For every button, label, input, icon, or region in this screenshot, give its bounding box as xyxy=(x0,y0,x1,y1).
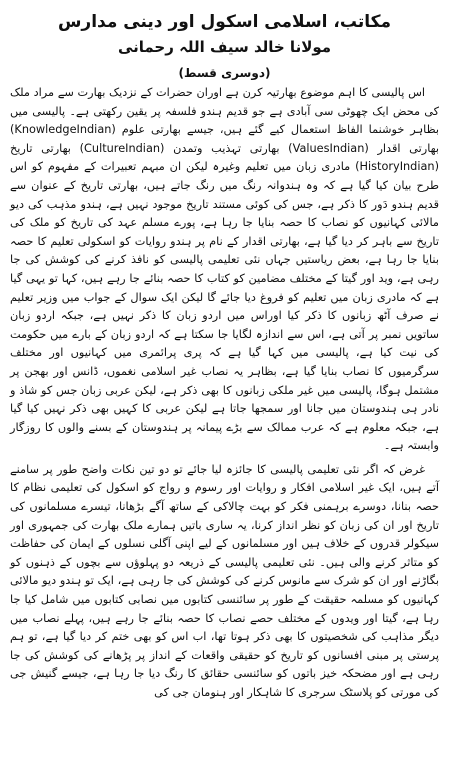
article-paragraph: غرض کہ اگر نئی تعلیمی پالیسی کا جائزہ لیا جائے تو دو تین نکات واضح طور پر سامنے آتے ہیں، ایک غیر اسلامی افکار و روایات اور رسوم و رواج کو اسکول کی تعلیمی نظام کا حصہ بنانا، دوسرے برہمنی فکر کو بہت چالاکی کے ساتھ آگے بڑھانا، تیسرے مسلمانوں کی تاریخ اور ان کی زبان کو نظر انداز کرنا، یہ ساری باتیں ہمارے ملک بھارت کی جمہوری اور سیکولر قدروں کے خلاف ہیں اور مسلمانوں کے لیے اپنی آگلی نسلوں کے ایمان کی حفاظت کو متاثر کرنے والی ہیں۔ نئی تعلیمی پالیسی کے ذریعہ دو پہلوؤں سے بچوں کے ذہنوں کو بگاڑنے اور ان کو شرک سے مانوس کرنے کی کوشش کی جا رہی ہے، ایک تو ہندو دیو مالائی کہانیوں کو مسلمہ حقیقت کے طور پر سائنسی کتابوں میں نصابی کتابوں میں شامل کیا جا رہا ہے، گیتا اور ویدوں کے مختلف حصے نصاب کا حصہ بنائے جا رہے ہیں، پہلے نصاب میں دیگر مذاہب کی شخصیتوں کا بھی ذکر ہوتا تھا، اب اس کو بھی ختم کر دیا گیا ہے، تو ہم پرستی پر مبنی افسانوں کو تاریخ کو حقیقی واقعات کے انداز پر پڑھانے کی کوشش کی جا رہی ہے اور مضحکہ خیز باتوں کو سائنسی حقائق کا رنگ دیا جا رہا ہے، جیسے گنیش جی کی مورتی کو پلاسٹک سرجری کا شاہکار اور ہنومان جی کی xyxy=(10,462,439,699)
article-paragraph: اس پالیسی کا اہم موضوع بھارتیہ کرن ہے اوران حضرات کے نزدیک بھارت سے مراد ملک کی محض ایک چھوٹی سی آبادی ہے جو قدیم ہندو فلسفہ پر یقین رکھتی ہے۔ پالیسی میں بظاہر خوشنما الفاظ استعمال کیے گئے ہیں، جیسے بھارتی علوم (KnowledgeIndian) بھارتی اقدار (ValuesIndian) بھارتی تہذیب وتمدن (CultureIndian) بھارتی تاریخ (HistoryIndian) مادری زبان میں تعلیم وغیرہ لیکن ان مبہم تعبیرات کے مفہوم کو اس طرح بیان کیا گیا ہے کہ وہ ہندوانہ رنگ میں رنگ جاتے ہیں، بھارتی تاریخ کے عنوان سے قدیم ہندو دَور کا ذکر ہے، جس کی کوئی مستند تاریخ موجود نہیں ہے، ہندو مذہب کی دیو مالائی کہانیوں کو نصاب کا حصہ بنایا جا رہا ہے، پورے مسلم عہد کی تاریخ کو ملک کی تاریخ سے باہر کر دیا گیا ہے، بھارتی اقدار کے نام پر ہندو روایات کو اسکولی تعلیم کا حصہ بنایا جا رہا ہے، بعض ریاستیں جہاں نئی تعلیمی پالیسی کو نافذ کرنے کی کوشش کی جا رہی ہے، وید اور گیتا کے مختلف مضامین کو کتاب کا حصہ بنائے جا رہے ہیں، کہا تو یہی گیا ہے کہ مادری زبان میں تعلیم کو فروغ دیا جائے گا لیکن ایک سوال کے جواب میں وزیر تعلیم نے صرف آٹھ زبانوں کا ذکر کیا اوراس میں اردو زبان کا ذکر نہیں ہے، جبکہ اردو زبان ساتویں نمبر پر آتی ہے، اس سے اندازہ لگایا جا سکتا ہے کہ اردو زبان کے بارے میں حکومت کی نیت کیا ہے، پالیسی میں کہا گیا ہے کہ پری پرائمری میں کہانیوں اور مختلف سرگرمیوں کا نصاب بنایا گیا ہے، بظاہر یہ نصاب غیر اسلامی نغموں، ڈانس اور بھجن پر مشتمل ہوگا، پالیسی میں غیر ملکی زبانوں کا بھی ذکر ہے، لیکن عربی زبان جس کو شاذ و نادر ہی ہندوستان میں جانا اور سمجھا جاتا ہے لیکن عربی کا کہیں بھی ذکر نہیں کیا گیا ہے، جبکہ معلوم ہے کہ عرب ممالک سے بڑے پیمانہ پر ہندوستان کے بسنے والوں کا روزگار وابستہ ہے۔ xyxy=(10,86,439,453)
article-body xyxy=(10,84,439,703)
article-author: مولانا خالد سیف اللہ رحمانی xyxy=(117,38,332,56)
installment-label: (دوسری قسط) xyxy=(178,66,271,80)
article-title: مکاتب، اسلامی اسکول اور دینی مدارس xyxy=(57,12,392,32)
